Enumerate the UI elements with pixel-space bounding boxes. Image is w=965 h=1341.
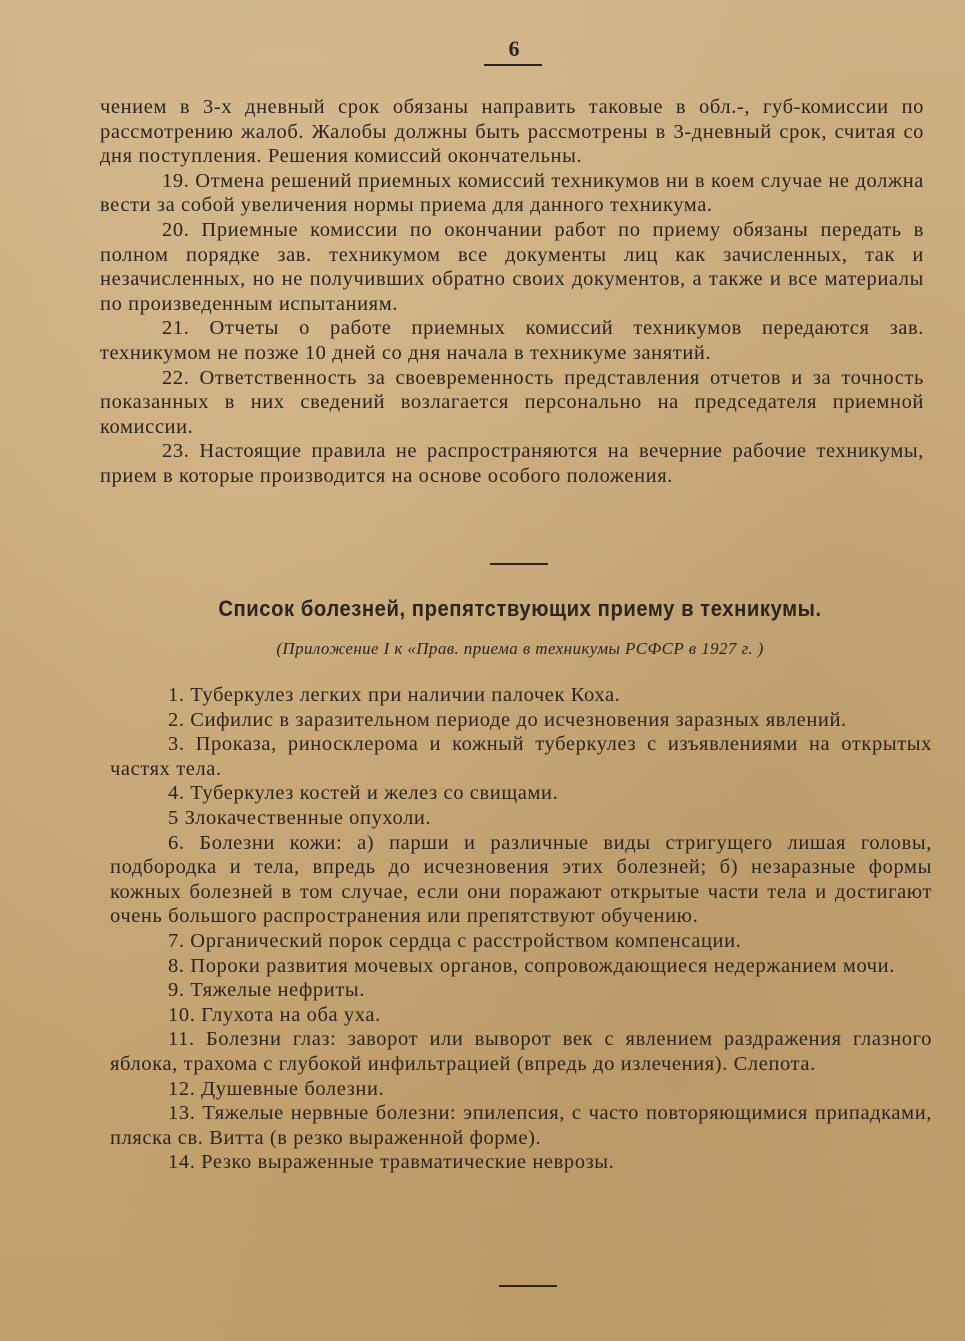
- end-divider: [499, 1285, 557, 1287]
- disease-item: 12. Душевные болезни.: [168, 1077, 385, 1100]
- disease-item: 3. Проказа, риносклерома и кожный туберкулез с изъявлениями на открытых частях тела.: [110, 733, 932, 780]
- disease-item: 1. Туберкулез легких при наличии палочек Коха.: [168, 684, 621, 706]
- page-number-underline: [484, 64, 542, 66]
- section-subtitle: (Приложение I к «Прав. приема в техникумы РСФСР в 1927 г. ): [276, 639, 764, 658]
- rule-22: 22. Ответственность за своевременность представления отчетов и за точность показанных в них сведений возлагается персонально на председателя приемной комиссии.: [100, 366, 924, 438]
- rule-23: 23. Настоящие правила не распространяются на вечерние рабочие техникумы, прием в которые производится на основе особого положения.: [100, 440, 924, 487]
- disease-item: 13. Тяжелые нервные болезни: эпилепсия, с часто повторяющимися припадками, пляска св. Витта (в резко выраженной форме).: [110, 1102, 932, 1149]
- section-divider: [490, 563, 548, 565]
- rule-19: 19. Отмена решений приемных комиссий техникумов ни в коем случае не должна вести за собой увеличения нормы приема для данного техникума.: [100, 169, 924, 217]
- section-title: Список болезней, препятствующих приему в техникумы.: [218, 596, 822, 621]
- rules-continuation: [100, 95, 924, 489]
- disease-item: 2. Сифилис в заразительном периоде до исчезновения заразных явлений.: [168, 708, 847, 731]
- disease-item: 4. Туберкулез костей и желез со свищами.: [168, 782, 559, 805]
- disease-item: 9. Тяжелые нефриты.: [168, 979, 365, 1002]
- disease-item: 8. Пороки развития мочевых органов, сопровождающиеся недержанием мочи.: [168, 954, 895, 977]
- disease-item: 5 Злокачественные опухоли.: [168, 806, 432, 829]
- page-number: 6: [508, 36, 520, 61]
- disease-item: 11. Болезни глаз: заворот или выворот век с явлением раздражения глазного яблока, трахома с глубокой инфильтрацией (впредь до излечения). Слепота.: [110, 1028, 932, 1075]
- rule-21: 21. Отчеты о работе приемных комиссий техникумов передаются зав. техникумом не позже 10 дней со дня начала в техникуме занятий.: [100, 317, 924, 364]
- disease-list: [110, 683, 932, 1175]
- paragraph-continuation: чением в 3-х дневный срок обязаны направить таковые в обл.-, губ-комиссии по рассмотрению жалоб. Жалобы должны быть рассмотрены в 3-дневный срок, считая со дня поступления. Решения комиссий окончательны.: [100, 96, 924, 168]
- disease-item: 7. Органический порок сердца с расстройством компенсации.: [168, 929, 742, 952]
- disease-item: 6. Болезни кожи: а) парши и различные виды стригущего лишая головы, подбородка и тела, впредь до исчезновения этих болезней; б) незаразные формы кожных болезней в том случае, если они поражают открытые части тела и достигают очень большого распространения или препятствуют обучению.: [110, 831, 932, 928]
- disease-item: 10. Глухота на оба уха.: [168, 1003, 381, 1026]
- disease-item: 14. Резко выраженные травматические неврозы.: [168, 1151, 615, 1174]
- rule-20: 20. Приемные комиссии по окончании работ по приему обязаны передать в полном порядке зав. техникумом все документы лиц как зачисленных, так и незачисленных, но не получивших обратно своих документов, а также и все материалы по произведенным испытаниям.: [100, 218, 924, 315]
